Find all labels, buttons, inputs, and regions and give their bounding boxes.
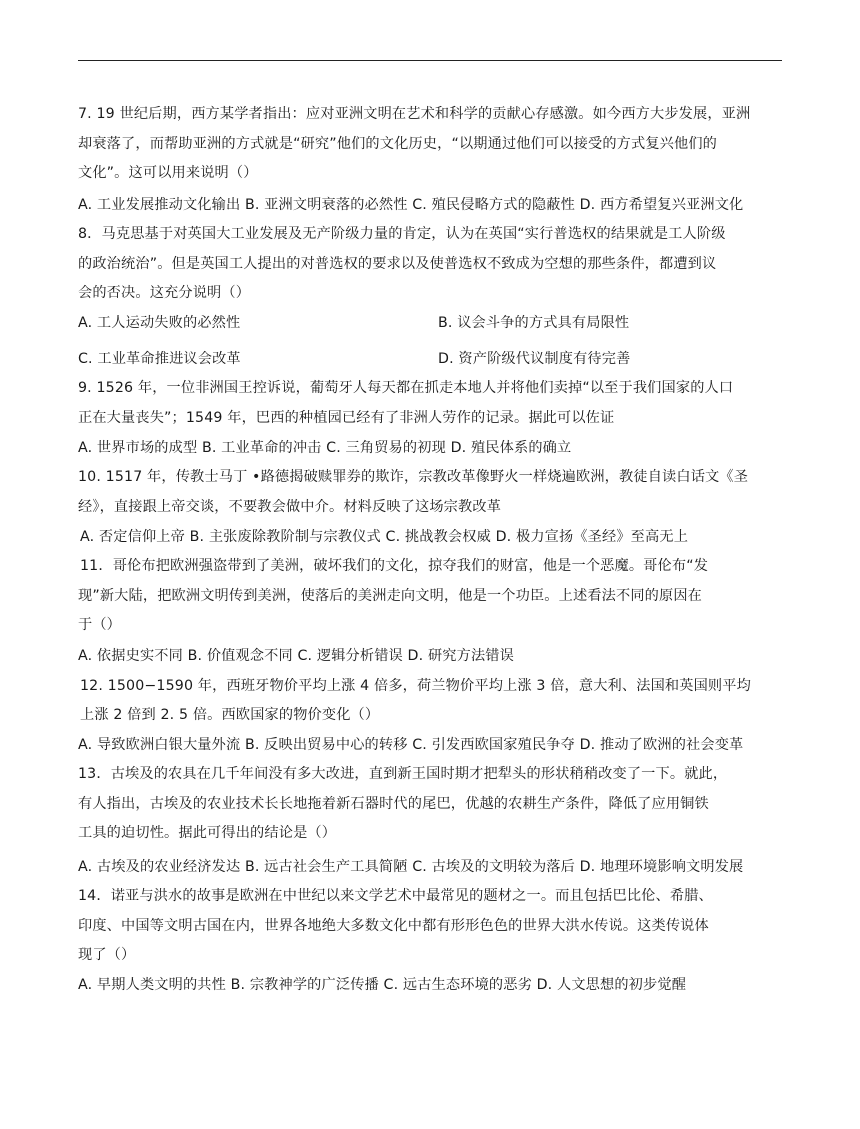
q13-options: A. 古埃及的农业经济发达 B. 远古社会生产工具简陋 C. 古埃及的文明较为落后 D. 地理环境影响文明发展	[78, 859, 744, 875]
q11-line-1: 11．哥伦布把欧洲强盗带到了美洲，破坏我们的文化，掠夺我们的财富，他是一个恶魔。哥伦布“发	[80, 558, 709, 574]
q7-line-1: 7. 19 世纪后期，西方某学者指出：应对亚洲文明在艺术和科学的贡献心存感激。如今西方大步发展，亚洲	[78, 106, 751, 122]
q14-line-3: 现了（）	[78, 947, 136, 963]
q14-options: A. 早期人类文明的共性 B. 宗教神学的广泛传播 C. 远古生态环境的恶劣 D. 人文思想的初步觉醒	[78, 977, 687, 993]
q8-option-d: D. 资产阶级代议制度有待完善	[438, 351, 631, 367]
q12-line-2: 上涨 2 倍到 2. 5 倍。西欧国家的物价变化（）	[80, 707, 380, 723]
q8-line-2: 的政治统治”。但是英国工人提出的对普选权的要求以及使普选权不致成为空想的那些条件，都遭到议	[78, 256, 717, 272]
q10-line-1: 10. 1517 年，传教士马丁 •路德揭破赎罪券的欺诈，宗教改革像野火一样烧遍欧洲，教徒自读白话文《圣	[78, 469, 749, 485]
q10-line-2: 经》，直接跟上帝交谈，不要教会做中介。材料反映了这场宗教改革	[78, 499, 502, 515]
q7-line-3: 文化”。这可以用来说明（）	[78, 165, 258, 181]
q10-options: A. 否定信仰上帝 B. 主张废除教阶制与宗教仪式 C. 挑战教会权威 D. 极力宣扬《圣经》至高无上	[80, 529, 689, 545]
q11-line-3: 于（）	[78, 617, 122, 633]
q8-option-a: A. 工人运动失败的必然性	[78, 315, 241, 331]
header-rule	[78, 60, 782, 61]
q14-line-2: 印度、中国等文明古国在内，世界各地绝大多数文化中都有形形色色的世界大洪水传说。这类传说体	[78, 918, 709, 934]
q12-options: A. 导致欧洲白银大量外流 B. 反映出贸易中心的转移 C. 引发西欧国家殖民争夺 D. 推动了欧洲的社会变革	[78, 737, 744, 753]
q9-options: A. 世界市场的成型 B. 工业革命的冲击 C. 三角贸易的初现 D. 殖民体系的确立	[78, 440, 572, 456]
q8-options-row-2	[78, 349, 790, 369]
q11-options: A. 依据史实不同 B. 价值观念不同 C. 逻辑分析错误 D. 研究方法错误	[78, 648, 514, 664]
q9-line-2: 正在大量丧失”；1549 年，巴西的种植园已经有了非洲人劳作的记录。据此可以佐证	[78, 410, 615, 426]
q8-option-b: B. 议会斗争的方式具有局限性	[438, 315, 630, 331]
q11-line-2: 现”新大陆，把欧洲文明传到美洲，使落后的美洲走向文明，他是一个功臣。上述看法不同的原因在	[78, 588, 703, 604]
q8-options-row-1	[78, 313, 790, 333]
q13-line-2: 有人指出，古埃及的农业技术长长地拖着新石器时代的尾巴，优越的农耕生产条件，降低了应用铜铁	[78, 796, 709, 812]
q7-options: A. 工业发展推动文化输出 B. 亚洲文明衰落的必然性 C. 殖民侵略方式的隐蔽性 D. 西方希望复兴亚洲文化	[78, 197, 744, 213]
q14-line-1: 14．诺亚与洪水的故事是欧洲在中世纪以来文学艺术中最常见的题材之一。而且包括巴比伦、希腊、	[78, 888, 713, 904]
q12-line-1: 12. 1500−1590 年，西班牙物价平均上涨 4 倍多，荷兰物价平均上涨 3 倍，意大利、法国和英国则平均	[80, 678, 751, 694]
q7-line-2: 却衰落了，而帮助亚洲的方式就是“研究”他们的文化历史，“以期通过他们可以接受的方式复兴他们的	[78, 136, 718, 152]
q13-line-1: 13．古埃及的农具在几千年间没有多大改进，直到新王国时期才把犁头的形状稍稍改变了一下。就此，	[78, 766, 728, 782]
q9-line-1: 9. 1526 年，一位非洲国王控诉说，葡萄牙人每天都在抓走本地人并将他们卖掉“以至于我们国家的人口	[78, 380, 734, 396]
q8-line-1: 8．马克思基于对英国大工业发展及无产阶级力量的肯定，认为在英国“实行普选权的结果就是工人阶级	[78, 226, 726, 242]
q8-line-3: 会的否决。这充分说明（）	[78, 285, 251, 301]
q8-option-c: C. 工业革命推进议会改革	[78, 351, 241, 367]
q13-line-3: 工具的迫切性。据此可得出的结论是（）	[78, 825, 337, 841]
